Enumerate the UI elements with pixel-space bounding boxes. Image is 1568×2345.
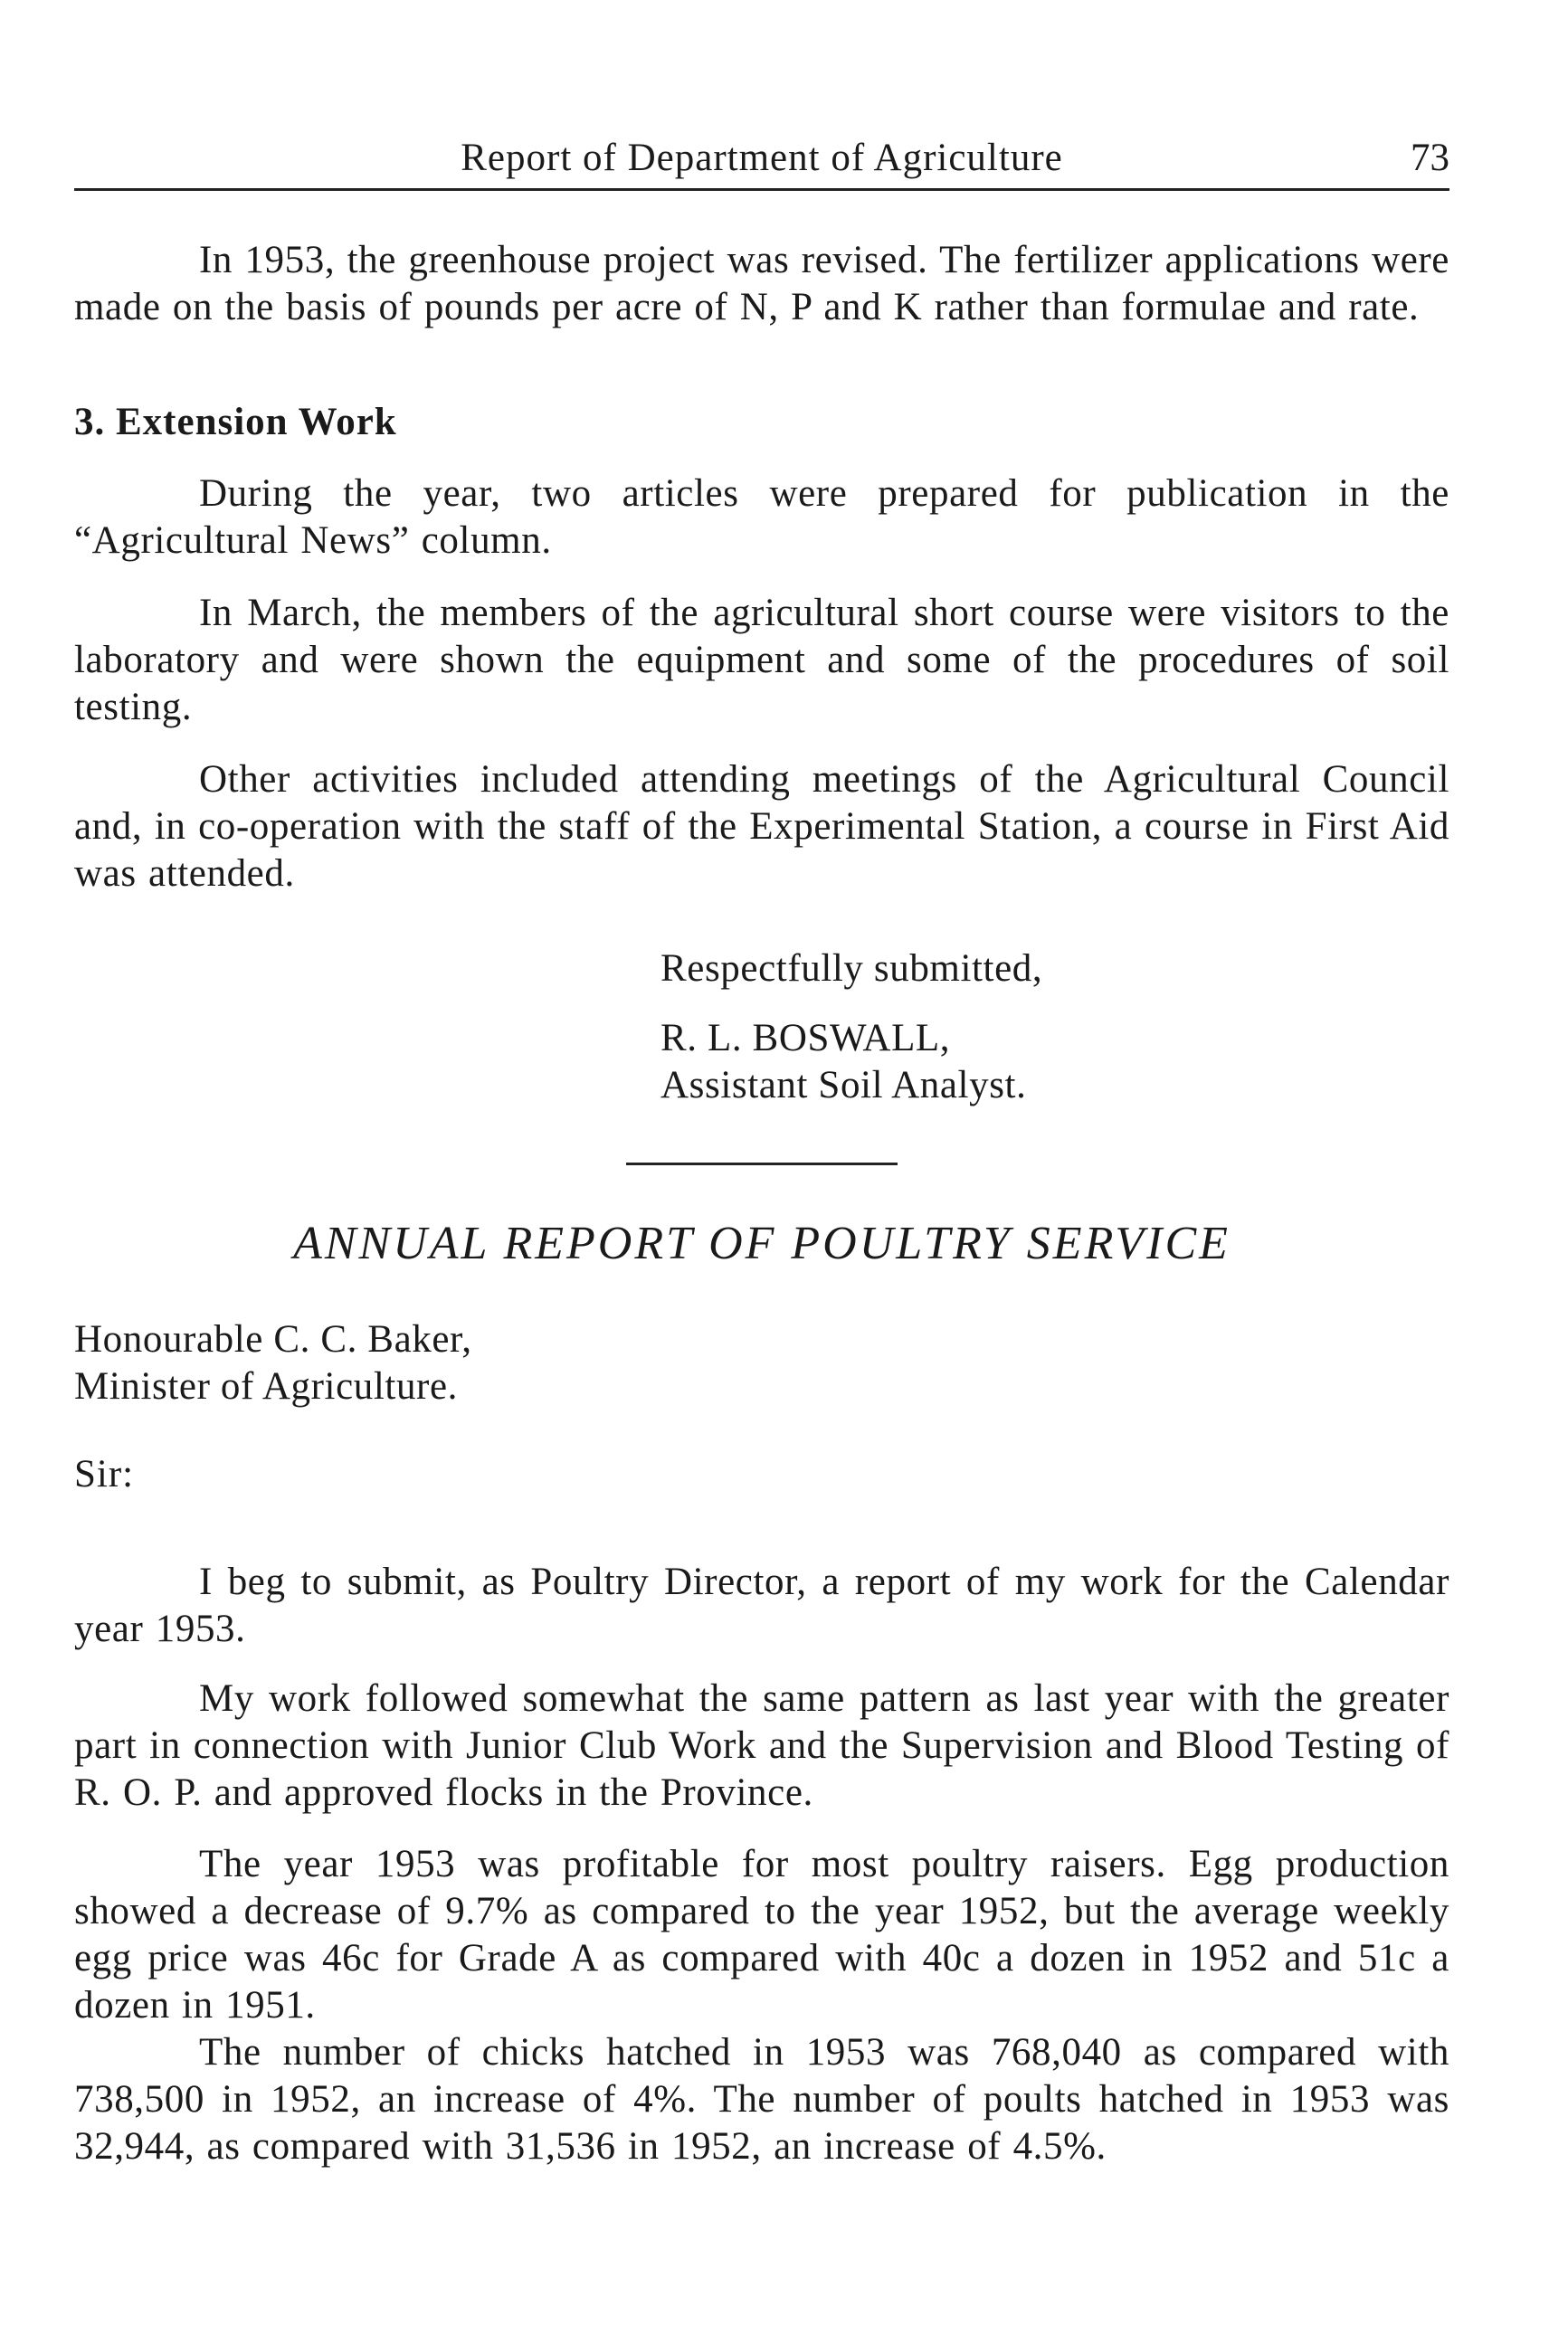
section-divider (626, 1163, 898, 1165)
signature-title: Assistant Soil Analyst. (660, 1064, 1027, 1106)
paragraph-poultry-intro: I beg to submit, as Poultry Director, a report of my work for the Calendar year 1953. (74, 1561, 1449, 1650)
salutation: Sir: (74, 1453, 135, 1495)
paragraph-short-course: In March, the members of the agricultural short course were visitors to the laboratory and were shown the equipment and some of the procedures of soil testing. (74, 592, 1449, 728)
paragraph-articles: During the year, two articles were prepared for publication in the “Agricultural News” column. (74, 472, 1449, 562)
heading-extension-work: 3. Extension Work (74, 401, 397, 443)
document-page (74, 0, 1449, 2345)
signature-name: R. L. BOSWALL, (660, 1017, 951, 1059)
page-number: 73 (1411, 137, 1449, 179)
paragraph-poultry-work: My work followed somewhat the same pattern as last year with the greater part in connection with Junior Club Work and the Supervision and Blood Testing of R. O. P. and approved flocks in the Province. (74, 1677, 1449, 1814)
addressee-name: Honourable C. C. Baker, (74, 1318, 472, 1361)
addressee-title: Minister of Agriculture. (74, 1365, 459, 1408)
running-header (74, 136, 1449, 191)
signature-closing: Respectfully submitted, (660, 947, 1043, 990)
section-title-poultry: ANNUAL REPORT OF POULTRY SERVICE (293, 1218, 1231, 1269)
paragraph-greenhouse: In 1953, the greenhouse project was revised. The fertilizer applications were made on the basis of pounds per acre of N, P and K rather than formulae and rate. (74, 239, 1449, 328)
paragraph-other-activities: Other activities included attending meetings of the Agricultural Council and, in co-operation with the staff of the Experimental Station, a course in First Aid was attended. (74, 758, 1449, 895)
paragraph-chicks-hatched: The number of chicks hatched in 1953 was 768,040 as compared with 738,500 in 1952, an increase of 4%. The number of poults hatched in 1953 was 32,944, as compared with 31,536 in 1952, an increase of 4.5%. (74, 2031, 1449, 2168)
paragraph-egg-production: The year 1953 was profitable for most poultry raisers. Egg production showed a decrease of 9.7% as compared to the year 1952, but the average weekly egg price was 46c for Grade A as compared with 40c a dozen in 1952 and 51c a dozen in 1951. (74, 1843, 1449, 2027)
header-title: Report of Department of Agriculture (461, 137, 1063, 179)
